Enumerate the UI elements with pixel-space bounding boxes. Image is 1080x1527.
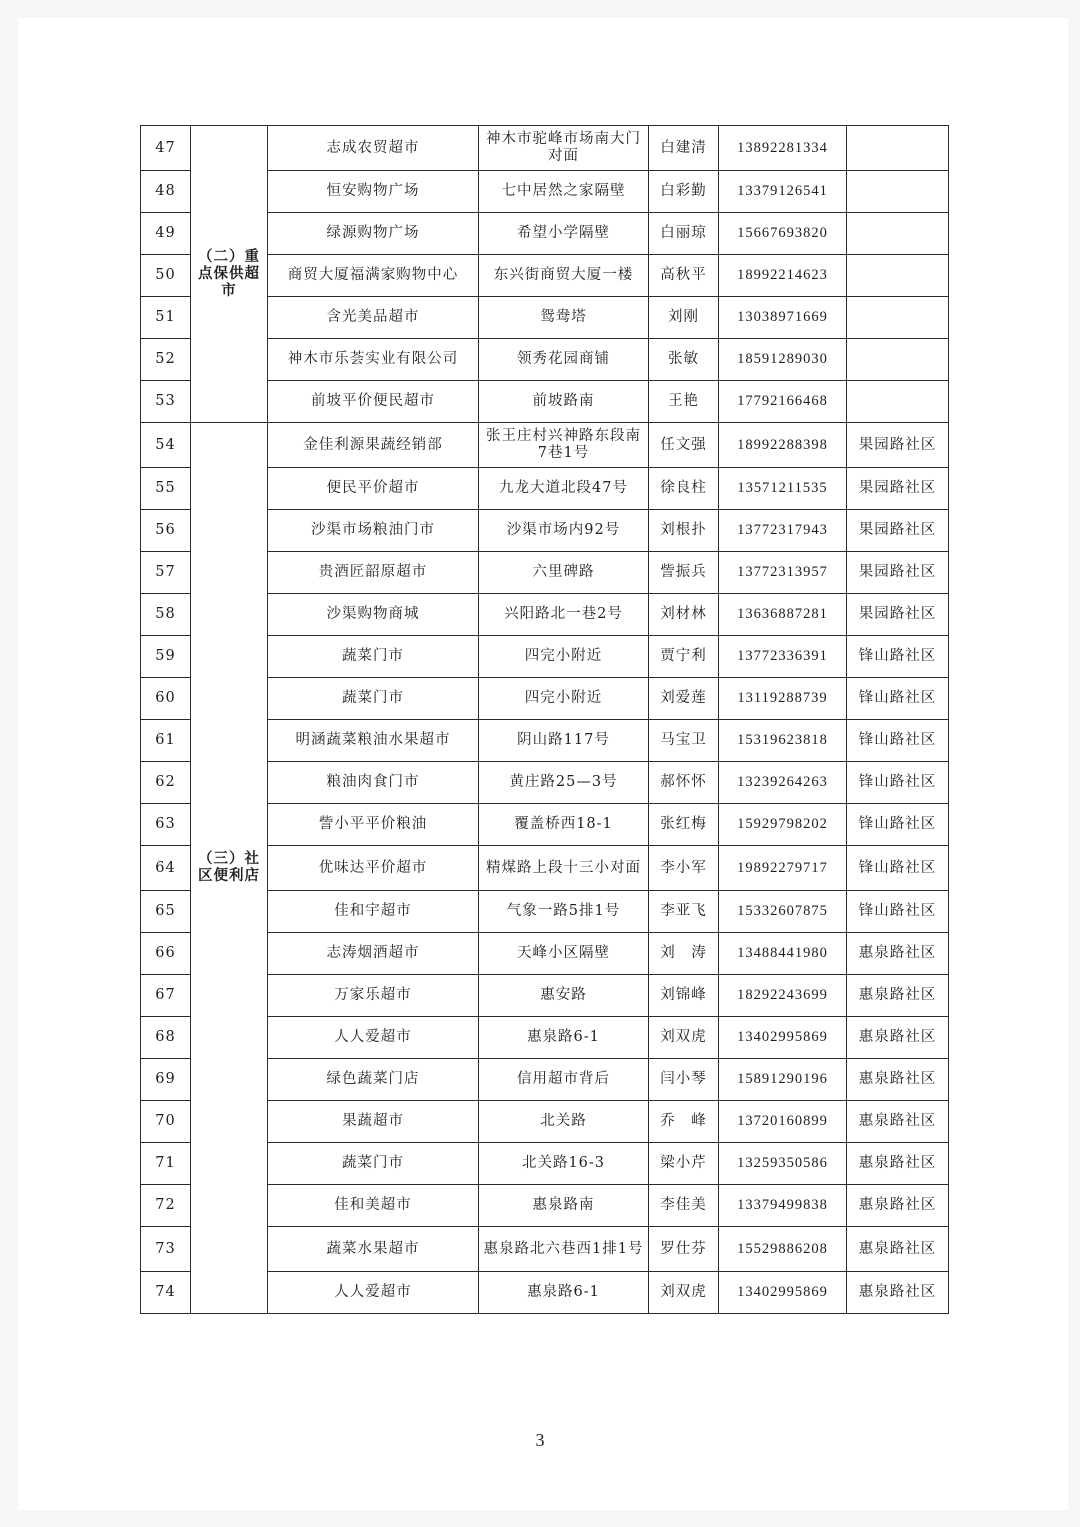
row-number-cell: 56 [141, 510, 191, 552]
row-number-cell: 61 [141, 720, 191, 762]
row-number-cell: 64 [141, 846, 191, 891]
row-number-cell: 48 [141, 171, 191, 213]
contact-person-cell: 白建清 [649, 126, 719, 171]
contact-person-cell: 罗仕芬 [649, 1227, 719, 1272]
phone-cell: 18992288398 [719, 423, 847, 468]
row-number-cell: 63 [141, 804, 191, 846]
address-cell: 气象一路5排1号 [479, 891, 649, 933]
address-cell: 黄庄路25—3号 [479, 762, 649, 804]
contact-person-cell: 刘刚 [649, 297, 719, 339]
community-cell: 果园路社区 [847, 423, 949, 468]
store-name-cell: 蔬菜门市 [268, 1143, 479, 1185]
contact-person-cell: 刘爱莲 [649, 678, 719, 720]
store-name-cell: 绿源购物广场 [268, 213, 479, 255]
contact-person-cell: 刘根扑 [649, 510, 719, 552]
address-cell: 沙渠市场内92号 [479, 510, 649, 552]
phone-cell: 13892281334 [719, 126, 847, 171]
phone-cell: 13379499838 [719, 1185, 847, 1227]
community-cell [847, 339, 949, 381]
address-cell: 六里碑路 [479, 552, 649, 594]
contact-person-cell: 梁小芹 [649, 1143, 719, 1185]
row-number-cell: 74 [141, 1272, 191, 1314]
contact-person-cell: 乔 峰 [649, 1101, 719, 1143]
row-number-cell: 59 [141, 636, 191, 678]
store-name-cell: 沙渠购物商城 [268, 594, 479, 636]
community-cell: 锋山路社区 [847, 804, 949, 846]
address-cell: 四完小附近 [479, 678, 649, 720]
community-cell: 惠泉路社区 [847, 1227, 949, 1272]
phone-cell: 13720160899 [719, 1101, 847, 1143]
store-name-cell: 沙渠市场粮油门市 [268, 510, 479, 552]
phone-cell: 13259350586 [719, 1143, 847, 1185]
store-name-cell: 优味达平价超市 [268, 846, 479, 891]
contact-person-cell: 王艳 [649, 381, 719, 423]
store-name-cell: 蔬菜水果超市 [268, 1227, 479, 1272]
store-name-cell: 訾小平平价粮油 [268, 804, 479, 846]
community-cell [847, 297, 949, 339]
store-name-cell: 便民平价超市 [268, 468, 479, 510]
contact-person-cell: 高秋平 [649, 255, 719, 297]
row-number-cell: 50 [141, 255, 191, 297]
row-number-cell: 49 [141, 213, 191, 255]
address-cell: 惠泉路6-1 [479, 1017, 649, 1059]
community-cell: 惠泉路社区 [847, 1101, 949, 1143]
contact-person-cell: 张敏 [649, 339, 719, 381]
community-cell: 果园路社区 [847, 468, 949, 510]
phone-cell: 18292243699 [719, 975, 847, 1017]
row-number-cell: 69 [141, 1059, 191, 1101]
address-cell: 东兴街商贸大厦一楼 [479, 255, 649, 297]
community-cell: 果园路社区 [847, 552, 949, 594]
row-number-cell: 55 [141, 468, 191, 510]
address-cell: 四完小附近 [479, 636, 649, 678]
store-name-cell: 佳和宇超市 [268, 891, 479, 933]
category-group-label: （三）社区便利店 [198, 851, 260, 884]
address-cell: 九龙大道北段47号 [479, 468, 649, 510]
address-cell: 张王庄村兴神路东段南7巷1号 [479, 423, 649, 468]
community-cell: 惠泉路社区 [847, 1059, 949, 1101]
row-number-cell: 73 [141, 1227, 191, 1272]
phone-cell: 13379126541 [719, 171, 847, 213]
address-cell: 惠泉路南 [479, 1185, 649, 1227]
row-number-cell: 53 [141, 381, 191, 423]
contact-person-cell: 马宝卫 [649, 720, 719, 762]
category-group-label: （二）重点保供超市 [198, 248, 260, 299]
address-cell: 鸳鸯塔 [479, 297, 649, 339]
community-cell [847, 213, 949, 255]
contact-person-cell: 刘双虎 [649, 1272, 719, 1314]
phone-cell: 13571211535 [719, 468, 847, 510]
address-cell: 领秀花园商铺 [479, 339, 649, 381]
community-cell [847, 255, 949, 297]
contact-person-cell: 白彩勤 [649, 171, 719, 213]
address-cell: 惠泉路北六巷西1排1号 [479, 1227, 649, 1272]
store-name-cell: 佳和美超市 [268, 1185, 479, 1227]
table-row [141, 126, 949, 171]
address-cell: 北关路 [479, 1101, 649, 1143]
contact-person-cell: 刘 涛 [649, 933, 719, 975]
row-number-cell: 71 [141, 1143, 191, 1185]
row-number-cell: 65 [141, 891, 191, 933]
community-cell: 锋山路社区 [847, 636, 949, 678]
community-cell [847, 171, 949, 213]
phone-cell: 19892279717 [719, 846, 847, 891]
contact-person-cell: 刘锦峰 [649, 975, 719, 1017]
address-cell: 北关路16-3 [479, 1143, 649, 1185]
row-number-cell: 54 [141, 423, 191, 468]
store-name-cell: 前坡平价便民超市 [268, 381, 479, 423]
community-cell: 惠泉路社区 [847, 1017, 949, 1059]
contact-person-cell: 张红梅 [649, 804, 719, 846]
store-name-cell: 人人爱超市 [268, 1017, 479, 1059]
address-cell: 前坡路南 [479, 381, 649, 423]
store-name-cell: 商贸大厦福满家购物中心 [268, 255, 479, 297]
store-name-cell: 蔬菜门市 [268, 636, 479, 678]
row-number-cell: 52 [141, 339, 191, 381]
phone-cell: 13772317943 [719, 510, 847, 552]
row-number-cell: 51 [141, 297, 191, 339]
row-number-cell: 67 [141, 975, 191, 1017]
phone-cell: 15529886208 [719, 1227, 847, 1272]
store-name-cell: 金佳利源果蔬经销部 [268, 423, 479, 468]
phone-cell: 13402995869 [719, 1272, 847, 1314]
community-cell: 惠泉路社区 [847, 1185, 949, 1227]
contact-person-cell: 李小军 [649, 846, 719, 891]
phone-cell: 17792166468 [719, 381, 847, 423]
row-number-cell: 60 [141, 678, 191, 720]
community-cell: 锋山路社区 [847, 762, 949, 804]
contact-person-cell: 刘材林 [649, 594, 719, 636]
contact-person-cell: 任文强 [649, 423, 719, 468]
row-number-cell: 66 [141, 933, 191, 975]
contact-person-cell: 闫小琴 [649, 1059, 719, 1101]
row-number-cell: 72 [141, 1185, 191, 1227]
store-name-cell: 贵酒匠韶原超市 [268, 552, 479, 594]
address-cell: 覆盖桥西18-1 [479, 804, 649, 846]
category-group-cell [191, 423, 268, 1314]
address-cell: 兴阳路北一巷2号 [479, 594, 649, 636]
community-cell: 惠泉路社区 [847, 1143, 949, 1185]
contact-person-cell: 郝怀怀 [649, 762, 719, 804]
phone-cell: 15929798202 [719, 804, 847, 846]
community-cell: 锋山路社区 [847, 891, 949, 933]
phone-cell: 13402995869 [719, 1017, 847, 1059]
address-cell: 神木市驼峰市场南大门对面 [479, 126, 649, 171]
community-cell: 惠泉路社区 [847, 975, 949, 1017]
contact-person-cell: 白丽琼 [649, 213, 719, 255]
community-cell: 惠泉路社区 [847, 933, 949, 975]
address-cell: 惠安路 [479, 975, 649, 1017]
contact-person-cell: 贾宁利 [649, 636, 719, 678]
store-name-cell: 含光美品超市 [268, 297, 479, 339]
store-name-cell: 人人爱超市 [268, 1272, 479, 1314]
address-cell: 七中居然之家隔壁 [479, 171, 649, 213]
contact-person-cell: 訾振兵 [649, 552, 719, 594]
community-cell [847, 126, 949, 171]
phone-cell: 13636887281 [719, 594, 847, 636]
row-number-cell: 57 [141, 552, 191, 594]
row-number-cell: 70 [141, 1101, 191, 1143]
contact-person-cell: 刘双虎 [649, 1017, 719, 1059]
community-cell: 果园路社区 [847, 510, 949, 552]
address-cell: 惠泉路6-1 [479, 1272, 649, 1314]
address-cell: 阴山路117号 [479, 720, 649, 762]
store-name-cell: 志成农贸超市 [268, 126, 479, 171]
community-cell: 惠泉路社区 [847, 1272, 949, 1314]
community-cell: 果园路社区 [847, 594, 949, 636]
row-number-cell: 58 [141, 594, 191, 636]
phone-cell: 13772336391 [719, 636, 847, 678]
phone-cell: 13488441980 [719, 933, 847, 975]
store-name-cell: 神木市乐荟实业有限公司 [268, 339, 479, 381]
row-number-cell: 68 [141, 1017, 191, 1059]
contact-person-cell: 徐良柱 [649, 468, 719, 510]
phone-cell: 18992214623 [719, 255, 847, 297]
store-name-cell: 粮油肉食门市 [268, 762, 479, 804]
supermarket-roster-table [140, 125, 949, 1314]
phone-cell: 13038971669 [719, 297, 847, 339]
phone-cell: 13772313957 [719, 552, 847, 594]
store-name-cell: 绿色蔬菜门店 [268, 1059, 479, 1101]
store-name-cell: 志涛烟酒超市 [268, 933, 479, 975]
store-name-cell: 万家乐超市 [268, 975, 479, 1017]
community-cell: 锋山路社区 [847, 846, 949, 891]
address-cell: 精煤路上段十三小对面 [479, 846, 649, 891]
contact-person-cell: 李佳美 [649, 1185, 719, 1227]
contact-person-cell: 李亚飞 [649, 891, 719, 933]
address-cell: 希望小学隔壁 [479, 213, 649, 255]
community-cell [847, 381, 949, 423]
category-group-cell [191, 126, 268, 423]
row-number-cell: 62 [141, 762, 191, 804]
phone-cell: 15319623818 [719, 720, 847, 762]
phone-cell: 13239264263 [719, 762, 847, 804]
community-cell: 锋山路社区 [847, 678, 949, 720]
page-number: 3 [535, 1430, 545, 1450]
store-name-cell: 蔬菜门市 [268, 678, 479, 720]
phone-cell: 13119288739 [719, 678, 847, 720]
address-cell: 信用超市背后 [479, 1059, 649, 1101]
phone-cell: 15332607875 [719, 891, 847, 933]
store-name-cell: 恒安购物广场 [268, 171, 479, 213]
address-cell: 天峰小区隔壁 [479, 933, 649, 975]
row-number-cell: 47 [141, 126, 191, 171]
store-name-cell: 果蔬超市 [268, 1101, 479, 1143]
phone-cell: 18591289030 [719, 339, 847, 381]
phone-cell: 15891290196 [719, 1059, 847, 1101]
store-name-cell: 明涵蔬菜粮油水果超市 [268, 720, 479, 762]
roster-body [141, 126, 949, 1314]
community-cell: 锋山路社区 [847, 720, 949, 762]
table-row [141, 423, 949, 468]
phone-cell: 15667693820 [719, 213, 847, 255]
